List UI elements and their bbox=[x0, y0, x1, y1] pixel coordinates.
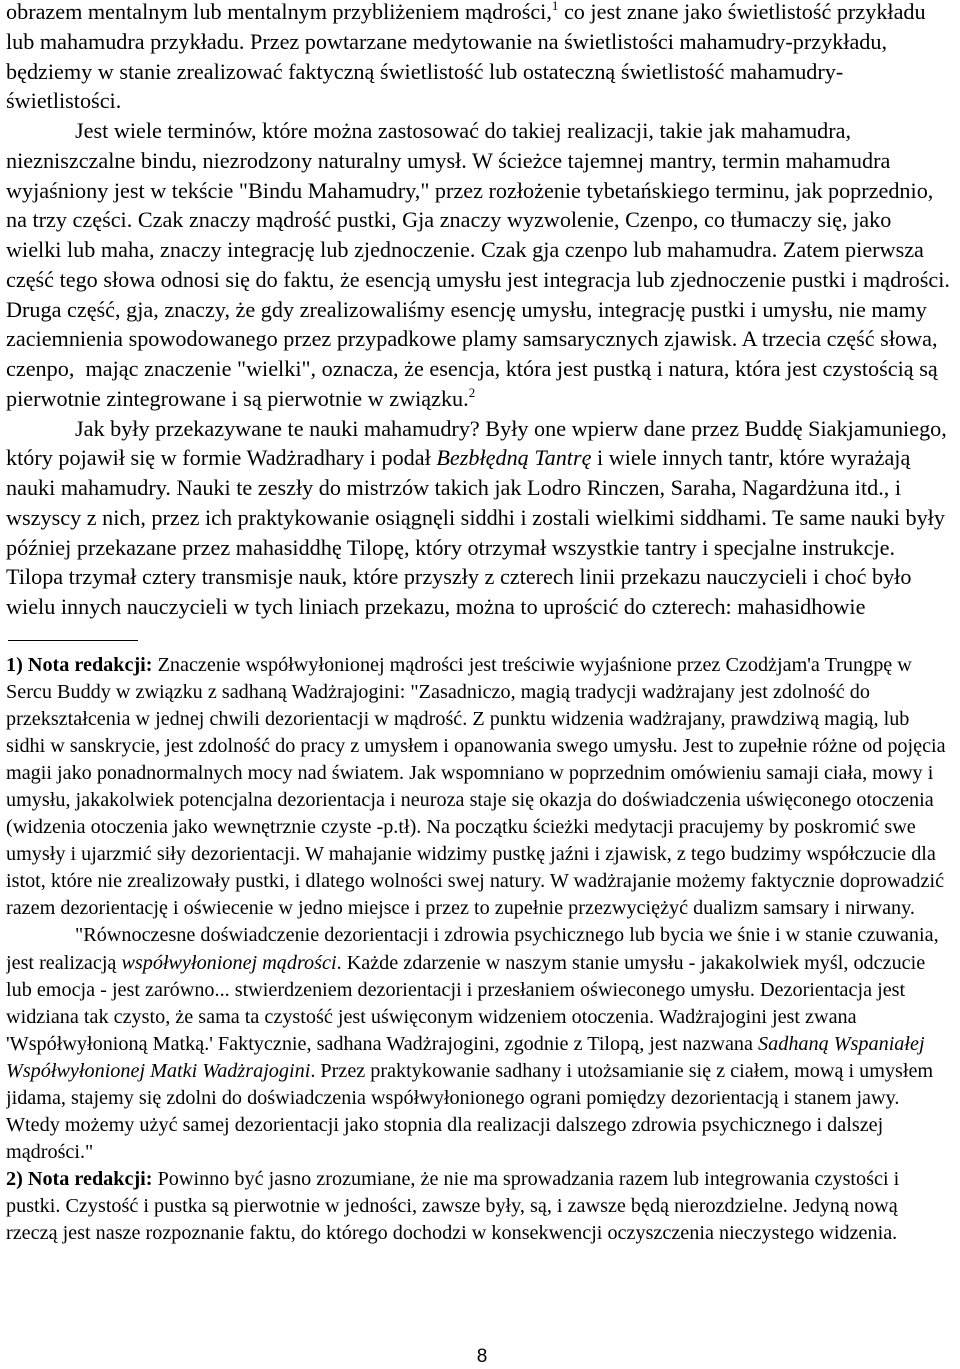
footnote-line bbox=[6, 679, 960, 706]
main-text bbox=[6, 0, 960, 622]
footnote-line bbox=[6, 868, 960, 895]
text-segment: wszyscy z nich, przez ich praktykowanie osiągnęli siddhi i zostali wielkimi siddhami. Te same nauki były bbox=[6, 504, 945, 530]
body-line bbox=[6, 27, 960, 57]
footnote-line bbox=[6, 760, 960, 787]
text-segment: wyjaśniony jest w tekście "Bindu Mahamudry," przez rozłożenie tybetańskiego terminu, jak poprzednio, bbox=[6, 177, 934, 203]
body-line bbox=[6, 205, 960, 235]
body-line bbox=[6, 592, 960, 622]
text-segment: co jest znane jako świetlistość przykładu bbox=[558, 0, 926, 24]
text-segment: zaciemnienia spowodowanego przez przypadkowe plamy samsarycznych zjawisk. A trzecia część słowa, bbox=[6, 326, 938, 352]
text-segment: Tilopa trzymał cztery transmisje nauk, które przyszły z czterech linii przekazu nauczycieli i choć było bbox=[6, 564, 912, 590]
body-line bbox=[6, 503, 960, 533]
italic-title: Sadhaną Wspaniałej bbox=[758, 1032, 925, 1055]
text-segment: część tego słowa odnosi się do faktu, że esencją umysłu jest integracja lub zjednoczenie pustki i mądrości. bbox=[6, 266, 950, 292]
text-segment: jest realizacją bbox=[6, 951, 122, 974]
body-line bbox=[6, 295, 960, 325]
text-segment: pierwotnie zintegrowane i są pierwotnie w związku. bbox=[6, 385, 469, 411]
footnote-label: 1) Nota redakcji: bbox=[6, 654, 153, 676]
footnote-line bbox=[6, 1058, 960, 1085]
body-line bbox=[6, 146, 960, 176]
footnote-label: 2) Nota redakcji: bbox=[6, 1167, 153, 1190]
text-segment: Jest wiele terminów, które można zastosować do takiej realizacji, takie jak mahamudra, bbox=[75, 118, 852, 143]
footnote-line bbox=[6, 1004, 960, 1031]
body-line bbox=[6, 354, 960, 384]
body-line bbox=[6, 443, 960, 473]
text-segment: . Przez praktykowanie sadhany i utożsamianie się z ciałem, mową i umysłem bbox=[310, 1059, 934, 1082]
footnote-line bbox=[6, 895, 960, 922]
body-line bbox=[6, 533, 960, 563]
text-segment: który pojawił się w formie Wadżradhary i podał bbox=[6, 445, 437, 471]
footnote-line bbox=[6, 1166, 960, 1193]
page-number: 8 bbox=[476, 1346, 488, 1367]
footnote-line bbox=[6, 1139, 960, 1166]
paragraph-first-line bbox=[6, 414, 960, 444]
body-line bbox=[6, 324, 960, 354]
italic-title: Współwyłonionej Matki Wadżrajogini bbox=[6, 1059, 311, 1082]
text-segment: świetlistości. bbox=[6, 88, 122, 114]
text-segment: lub emocja - jest zarówno... stwierdzeniem dezorientacji i przesłaniem oświeconego umysłu. Dezorientacja jest bbox=[6, 978, 906, 1001]
text-segment: czenpo, mając znaczenie "wielki", oznacza, że esencja, która jest pustką i natura, która jest czystością są bbox=[6, 356, 938, 381]
text-segment: . Każde zdarzenie w naszym stanie umysłu - jakakolwiek myśl, odczucie bbox=[336, 951, 926, 974]
italic-title: Bezbłędną Tantrę bbox=[436, 445, 592, 471]
text-segment: magii jako ponadnormalnych mocy nad światem. Jak wspomniano w poprzednim omówieniu samaji ciała, mowy i bbox=[6, 762, 934, 785]
footnote-line bbox=[6, 787, 960, 814]
body-line bbox=[6, 384, 960, 414]
text-segment: wielki lub maha, znaczy integrację lub zjednoczenie. Czak gja czenpo lub mahamudra. Zatem pierwsza bbox=[6, 237, 924, 262]
body-line bbox=[6, 235, 960, 265]
text-segment: (widzenia otoczenia jako wewnętrznie czyste -p.tł). Na początku ścieżki medytacji pracujemy by poskromić swe bbox=[6, 816, 916, 839]
text-segment: widziana tak czysto, że sama ta czystość jest uświęconym widzeniem otoczenia. Wadżrajogini jest zwana bbox=[6, 1005, 857, 1028]
text-segment: nauki mahamudry. Nauki te zeszły do mistrzów takich jak Lodro Rinczen, Saraha, Nagardżuna itd., i bbox=[6, 475, 902, 500]
footnote-paragraph-first-line bbox=[6, 922, 960, 949]
body-line bbox=[6, 265, 960, 295]
text-segment: rzeczą jest nasze rozpoznanie faktu, do którego dochodzi w konsekwencji oczyszczenia nieczystego widzenia. bbox=[6, 1221, 898, 1244]
text-segment: później przekazane przez mahasiddhę Tilopę, który otrzymał wszystkie tantry i specjalne instrukcje. bbox=[6, 534, 896, 560]
footnote-line bbox=[6, 1031, 960, 1058]
footnote-line bbox=[6, 1220, 960, 1247]
text-segment: umysłu, jakakolwiek potencjalna dezorientacja i neuroza staje się okazja do doświadczenia uświęconego otoczenia bbox=[6, 789, 934, 812]
footnote-line bbox=[6, 1112, 960, 1139]
footnote-ref: 2 bbox=[468, 384, 476, 400]
body-line bbox=[6, 86, 960, 116]
footnote-separator bbox=[8, 640, 138, 641]
text-segment: obrazem mentalnym lub mentalnym przybliżeniem mądrości, bbox=[6, 0, 552, 24]
text-segment: niezniszczalne bindu, niezrodzony naturalny umysł. W ścieżce tajemnej mantry, termin mahamudra bbox=[6, 147, 891, 173]
body-line bbox=[6, 473, 960, 503]
text-segment: Powinno być jasno zrozumiane, że nie ma sprowadzania razem lub integrowania czystości i bbox=[152, 1167, 900, 1190]
footnote-line bbox=[6, 950, 960, 977]
body-line bbox=[6, 176, 960, 206]
text-segment: lub mahamudra przykładu. Przez powtarzane medytowanie na świetlistości mahamudry-przykładu, bbox=[6, 28, 888, 54]
text-segment: jidama, stajemy się zdolni do doświadczenia współwyłonionego ograni pomiędzy dezorientacją i stanem jawy. bbox=[6, 1086, 900, 1109]
text-segment: na trzy części. Czak znaczy mądrość pustki, Gja znaczy wyzwolenie, Czenpo, co tłumaczy się, jako bbox=[6, 207, 892, 233]
text-segment: 'Współwyłonioną Matką.' Faktycznie, sadhana Wadżrajogini, zgodnie z Tilopą, jest nazwana bbox=[6, 1032, 759, 1055]
text-segment: razem dezorientację i oświecenie w jedno miejsce i przez to zupełnie przezwyciężyć dualizm samsary i nirwany. bbox=[6, 897, 915, 920]
text-segment: pustki. Czystość i pustka są pierwotnie w jedności, zawsze były, są, i zawsze będą nierozdzielne. Jedyną nową bbox=[6, 1194, 898, 1217]
footnote-line bbox=[6, 733, 960, 760]
text-segment: będziemy w stanie zrealizować faktyczną świetlistość lub ostateczną świetlistość mahamudry- bbox=[6, 58, 844, 84]
footnote-ref: 1 bbox=[551, 0, 559, 13]
footnote-line bbox=[6, 1085, 960, 1112]
footnote-line bbox=[6, 1193, 960, 1220]
text-segment: istot, które nie zrealizowały pustki, i dlatego wolności swej natury. W wadżrajanie możemy faktycznie doprowadzić bbox=[6, 870, 945, 893]
footnote-line bbox=[6, 841, 960, 868]
text-segment: sidhi w sanskrycie, jest zdolność do pracy z umysłem i opanowania swego umysłu. Jest to zupełnie różne od pojęcia bbox=[6, 735, 946, 758]
text-segment: przekształcenia w jednej chwili dezorientacji w mądrość. Z punktu widzenia wadżrajany, prawdziwą magią, lub bbox=[6, 708, 910, 731]
text-segment: mądrości." bbox=[6, 1140, 94, 1163]
text-segment: Sercu Buddy w związku z sadhaną Wadżrajogini: "Zasadniczo, magią tradycji wadżrajany jest zdolność do bbox=[6, 681, 870, 704]
body-line bbox=[6, 562, 960, 592]
body-line bbox=[6, 0, 960, 27]
text-segment: "Równoczesne doświadczenie dezorientacji i zdrowia psychicznego lub bycia we śnie i w stanie czuwania, bbox=[75, 924, 939, 947]
text-segment: wielu innych nauczycieli w tych liniach przekazu, można to uprościć do czterech: mahasidhowie bbox=[6, 594, 866, 619]
italic-term: współwyłonionej mądrości bbox=[121, 951, 337, 974]
text-segment: umysły i ujarzmić siły dezorientacji. W mahajanie widzimy pustkę jaźni i zjawisk, z tego budzimy współczucie dla bbox=[6, 843, 936, 866]
body-line bbox=[6, 57, 960, 87]
text-segment: Znaczenie współwyłonionej mądrości jest treściwie wyjaśnione przez Czodżjam'a Trungpę w bbox=[152, 654, 912, 676]
footnote-line bbox=[6, 977, 960, 1004]
text-segment: Jak były przekazywane te nauki mahamudry? Były one wpierw dane przez Buddę Siakjamuniego, bbox=[75, 415, 947, 441]
footnotes bbox=[6, 652, 960, 1247]
text-segment: Wtedy możemy użyć samej dezorientacji jako stopnia dla realizacji dalszego zdrowia psychicznego i dalszej bbox=[6, 1113, 884, 1136]
paragraph-first-line bbox=[6, 116, 960, 146]
footnote-line bbox=[6, 706, 960, 733]
footnote-line bbox=[6, 814, 960, 841]
text-segment: i wiele innych tantr, które wyrażają bbox=[591, 445, 911, 471]
footnote-line bbox=[6, 652, 960, 679]
text-segment: Druga część, gja, znaczy, że gdy zrealizowaliśmy esencję umysłu, integrację pustki i umysłu, nie mamy bbox=[6, 296, 927, 322]
